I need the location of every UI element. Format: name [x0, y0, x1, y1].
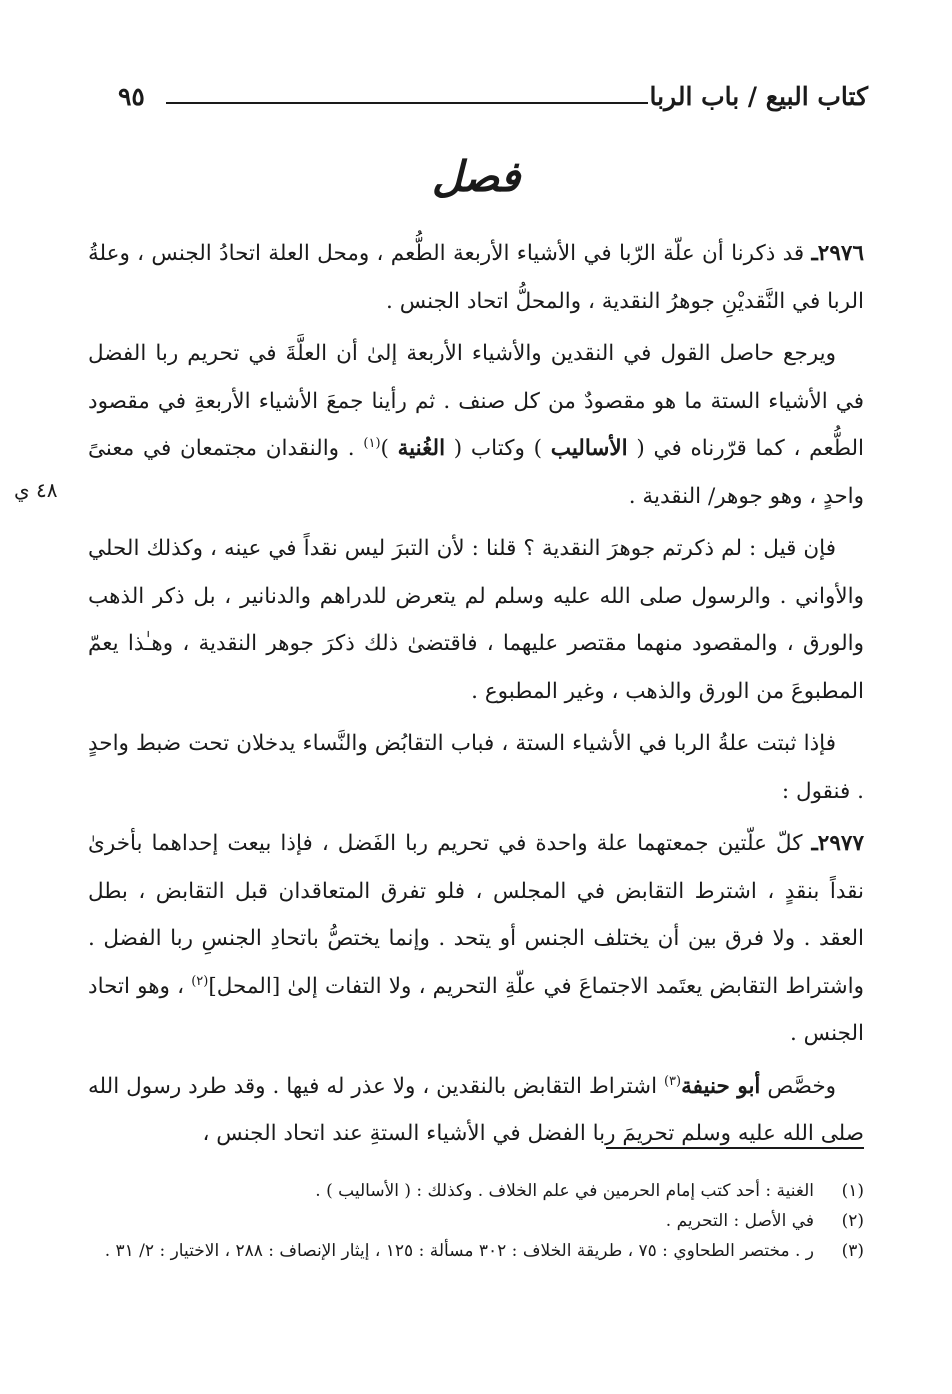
paragraph: [88, 525, 864, 715]
paragraph-text: ، وهو اتحاد الجنس .: [88, 973, 864, 1046]
paragraph-2977: [88, 820, 864, 1058]
paragraph: [88, 330, 864, 520]
footnote: [88, 1236, 864, 1266]
paragraph-text: وخصَّص: [760, 1073, 836, 1099]
footnotes: [88, 1176, 864, 1266]
paragraph: [88, 1063, 864, 1158]
footnote-number: (٣): [841, 1241, 864, 1261]
body-text: [88, 230, 864, 1163]
paragraph-text: كلّ علّتين جمعتهما علة واحدة في تحريم ربا الفَضل ، فإذا بيعت إحداهما بأخرىٰ نقداً بنقدٍ ، اشترط التقابض في المجلس ، فلو تفرق المتعاقدان قبل التقابض ، بطل العقد . ولا فرق بين أن يختلف الجنس أو يتحد . وإنما يختصُّ باتحادِ الجنسِ ربا الفضل . واشتراط التقابض يعتَمد الاجتماعَ في علّةِ التحريم ، ولا التفات إلىٰ [المحل]: [88, 831, 865, 999]
page-number: ٩٥: [118, 82, 145, 111]
paragraph-text: فإذا ثبتت علةُ الربا في الأشياء الستة ، فباب التقابُض والنَّساء يدخلان تحت ضبط واحدٍ . فنقول :: [88, 731, 864, 804]
paragraph-text: ) وكتاب (: [445, 436, 551, 461]
footnote-number: (٢): [841, 1211, 864, 1231]
paragraph-text: . والنقدان مجتمعان في معنىً واحدٍ ، وهو جوهر/ النقدية .: [88, 436, 864, 509]
running-header: [118, 82, 868, 122]
paragraph-text: ويرجع حاصل القول في النقدين والأشياء الأربعة إلىٰ أن العلَّةَ في تحريم ربا الفضل في الأشياء الستة ما هو مقصودٌ من كل صنف . ثم رأينا جمعَ الأشياء الأربعةِ في مقصود الطُّعم ، كما قرّرناه في (: [88, 341, 864, 461]
header-title: كتاب البيع / باب الربا: [649, 82, 868, 111]
person-name: أبو حنيفة: [681, 1073, 761, 1099]
paragraph-number: ٢٩٧٦ـ: [811, 241, 864, 266]
footnote-text: في الأصل : التحريم .: [665, 1211, 814, 1231]
margin-note: ٤٨ ي: [14, 478, 58, 502]
footnote-divider: [606, 1147, 864, 1149]
section-heading: فصل: [431, 152, 521, 201]
footnote: [88, 1206, 864, 1236]
paragraph-number: ٢٩٧٧ـ: [811, 831, 864, 856]
header-rule: [166, 102, 648, 104]
footnote-ref[interactable]: (٣): [663, 1073, 682, 1089]
footnote-text: ر . مختصر الطحاوي : ٧٥ ، طريقة الخلاف : ٣٠٢ مسألة : ١٢٥ ، إيثار الإنصاف : ٢٨٨ ، الاختيار : ٢/ ٣١ .: [104, 1241, 814, 1261]
footnote-ref[interactable]: (٢): [191, 973, 209, 989]
footnote-number: (١): [841, 1181, 864, 1201]
book-title: الأساليب: [550, 436, 628, 461]
footnote: [88, 1176, 864, 1206]
book-title: الغُنية: [397, 436, 446, 461]
paragraph-text: ): [380, 436, 398, 461]
paragraph-text: قد ذكرنا أن علّة الرّبا في الأشياء الأربعة الطُّعم ، ومحل العلة اتحادُ الجنس ، وعلةُ الربا في النَّقديْنِ جوهرُ النقدية ، والمحلُّ اتحاد الجنس .: [88, 241, 864, 314]
paragraph-2976: [88, 230, 864, 325]
paragraph: [88, 720, 864, 815]
footnote-ref[interactable]: (١): [363, 435, 381, 451]
paragraph-text: فإن قيل : لم ذكرتم جوهرَ النقدية ؟ قلنا : لأن التبرَ ليس نقداً في عينه ، وكذلك الحلي والأواني . والرسول صلى الله عليه وسلم لم يتعرض للدراهم والدنانير ، بل ذكر الذهب والورق ، والمقصود منهما مقتصر عليهما ، فاقتضىٰ ذلك ذكرَ جوهر النقدية ، وهـٰذا يعمّ المطبوعَ من الورق والذهب ، وغير المطبوع .: [88, 536, 864, 704]
footnote-text: الغنية : أحد كتب إمام الحرمين في علم الخلاف . وكذلك : ( الأساليب ) .: [315, 1181, 814, 1201]
paragraph-text: اشتراط التقابض بالنقدين ، ولا عذر له فيها . وقد طرد رسول الله صلى الله عليه وسلم تحريمَ ربا الفضل في الأشياء الستةِ عند اتحاد الجنس ،: [88, 1073, 864, 1146]
